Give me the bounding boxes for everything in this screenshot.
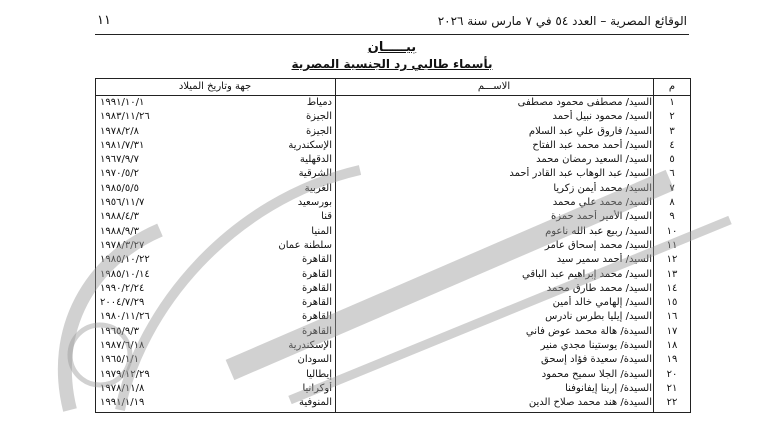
applicant-name: السيد/ ربيع عبد الله ناعوم [545, 225, 652, 237]
row-number: ٢٢ [666, 397, 678, 409]
table-row [96, 225, 690, 239]
applicant-name: السيدة/ الجلا سميح محمود [541, 368, 652, 380]
birth-date: ١٩٨٥/٥/٥ [100, 182, 139, 194]
row-number: ٢ [669, 111, 675, 123]
birth-date: ١٩٧٨/٣/٢٧ [100, 239, 145, 251]
birth-date: ١٩٨٥/١٠/٢٢ [100, 254, 150, 266]
table-header [96, 79, 690, 96]
birth-date: ١٩٩١/١٠/١ [100, 97, 145, 108]
applicant-name: السيد/ محمد طارق محمد [546, 282, 652, 294]
table-row [96, 139, 690, 153]
birth-place: الجيزة [305, 111, 332, 123]
applicants-table [95, 78, 691, 413]
table-row [96, 196, 690, 210]
birth-place: المنيا [311, 225, 332, 237]
applicant-name: السيد/ محمد علي محمد [552, 197, 652, 209]
applicant-name: السيدة/ سعيدة فؤاد إسحق [541, 354, 652, 366]
table-row [96, 325, 690, 339]
birth-date: ١٩٦٧/٩/٧ [100, 154, 139, 166]
table-row [96, 382, 690, 396]
birth-date: ٢٠٠٤/٧/٢٩ [100, 297, 145, 309]
birth-place: الدقهلية [299, 154, 332, 166]
birth-place: القاهرة [302, 268, 332, 280]
row-number: ١ [669, 97, 675, 108]
table-row [96, 368, 690, 382]
row-number: ١١ [666, 239, 678, 251]
running-title: الوقائع المصرية – العدد ٥٤ في ٧ مارس سنة ٢٠٢٦ [437, 14, 687, 28]
applicant-name: السيد/ مصطفى محمود مصطفى [517, 97, 652, 108]
birth-place: الإسكندرية [288, 139, 332, 151]
birth-place: القاهرة [302, 297, 332, 309]
birth-date: ١٩٨٧/٦/١٨ [100, 340, 145, 352]
birth-date: ١٩٨٨/٩/٣ [100, 225, 139, 237]
birth-date: ١٩٨٥/١٠/١٤ [100, 268, 150, 280]
birth-place: بورسعيد [297, 197, 332, 209]
table-row [96, 339, 690, 353]
row-number: ٢٠ [666, 368, 678, 380]
applicant-name: السيد/ محمد إسحاق عامر [544, 239, 652, 251]
running-header [95, 12, 689, 35]
row-number: ١٤ [666, 282, 678, 294]
birth-date: ١٩٧٨/٢/٨ [100, 125, 139, 137]
title-block [95, 40, 689, 72]
row-number: ١٠ [666, 225, 678, 237]
birth-date: ١٩٦٥/٩/٣ [100, 325, 139, 337]
birth-place: السودان [297, 354, 332, 366]
birth-place: القاهرة [302, 311, 332, 323]
table-row [96, 353, 690, 367]
row-number: ١٨ [666, 340, 678, 352]
table-row [96, 167, 690, 181]
birth-place: دمياط [306, 97, 332, 108]
birth-date: ١٩٥٦/١١/٧ [100, 197, 145, 209]
birth-place: قنا [321, 211, 332, 223]
birth-place: أوكرانيا [302, 382, 332, 394]
row-number: ٩ [669, 211, 675, 223]
applicant-name: السيدة/ هند محمد صلاح الدين [528, 397, 652, 409]
row-number: ١٩ [666, 354, 678, 366]
header-name: الاســـم [335, 79, 654, 95]
birth-date: ١٩٦٥/١/١ [100, 354, 139, 366]
table-row [96, 110, 690, 124]
table-row [96, 125, 690, 139]
birth-date: ١٩٩١/١/١٩ [100, 397, 145, 409]
birth-place: الجيزة [305, 125, 332, 137]
row-number: ٤ [669, 139, 675, 151]
birth-place: الإسكندرية [288, 340, 332, 352]
birth-place: المنوفية [299, 397, 332, 409]
birth-place: القاهرة [302, 254, 332, 266]
table-row [96, 239, 690, 253]
table-row [96, 96, 690, 110]
applicant-name: السيدة/ إرينا إيفانوفنا [565, 382, 652, 394]
birth-date: ١٩٨٣/١١/٢٦ [100, 111, 150, 123]
row-number: ٥ [669, 154, 675, 166]
row-number: ٦ [669, 168, 675, 180]
birth-date: ١٩٧٨/١١/٨ [100, 382, 145, 394]
applicant-name: السيدة/ هالة محمد عوض فاني [525, 325, 652, 337]
row-number: ٨ [669, 197, 675, 209]
table-body [96, 96, 690, 411]
birth-place: القاهرة [302, 325, 332, 337]
applicant-name: السيد/ إلهامي خالد أمين [552, 297, 652, 309]
page-number: ١١ [97, 13, 111, 28]
table-row [96, 268, 690, 282]
birth-date: ١٩٧٩/١٢/٢٩ [100, 368, 150, 380]
row-number: ١٦ [666, 311, 678, 323]
birth-date: ١٩٩٠/٢/٢٤ [100, 282, 145, 294]
row-number: ١٢ [666, 254, 678, 266]
row-number: ١٥ [666, 297, 678, 309]
birth-place: إيطاليا [306, 368, 332, 380]
applicant-name: السيد/ فاروق علي عبد السلام [528, 125, 652, 137]
applicant-name: السيد/ عبد الوهاب عبد القادر أحمد [509, 168, 652, 180]
document-title: بيـــــان [367, 40, 417, 55]
birth-place: القاهرة [302, 282, 332, 294]
table-row [96, 182, 690, 196]
birth-date: ١٩٨٠/١١/٢٦ [100, 311, 150, 323]
birth-place: سلطنة عمان [278, 239, 332, 251]
table-row [96, 210, 690, 224]
row-number: ٣ [669, 125, 675, 137]
birth-date: ١٩٧٠/٥/٢ [100, 168, 139, 180]
table-row [96, 396, 690, 410]
row-number: ٧ [669, 182, 675, 194]
row-number: ٢١ [666, 382, 678, 394]
birth-date: ١٩٨١/٧/٣١ [100, 139, 145, 151]
table-row [96, 296, 690, 310]
table-row [96, 253, 690, 267]
applicant-name: السيد/ السعيد رمضان محمد [536, 154, 652, 166]
applicant-name: السيد/ أحمد سمير سيد [556, 254, 652, 266]
table-row [96, 282, 690, 296]
birth-place: الشرقية [298, 168, 332, 180]
row-number: ١٧ [666, 325, 678, 337]
applicant-name: السيد/ محمود نبيل أحمد [552, 111, 652, 123]
row-number: ١٣ [666, 268, 678, 280]
document-subtitle: بأسماء طالبي رد الجنسية المصرية [291, 57, 493, 71]
table-row [96, 153, 690, 167]
applicant-name: السيدة/ يوستينا مجدي منير [540, 340, 652, 352]
applicant-name: السيد/ محمد أيمن زكريا [553, 182, 652, 194]
birth-date: ١٩٨٨/٤/٣ [100, 211, 139, 223]
header-number: م [668, 81, 676, 92]
birth-place: الغربية [304, 182, 332, 194]
header-birth-place-date: جهة وتاريخ الميلاد [95, 79, 336, 95]
table-row [96, 310, 690, 324]
applicant-name: السيد/ محمد إبراهيم عبد الباقي [522, 268, 652, 280]
applicant-name: السيد/ أحمد محمد عبد الفتاح [532, 139, 652, 151]
applicant-name: السيد/ إيليا بطرس نادرس [545, 311, 652, 323]
applicant-name: السيد/ الأمير أحمد حمزة [550, 211, 652, 223]
